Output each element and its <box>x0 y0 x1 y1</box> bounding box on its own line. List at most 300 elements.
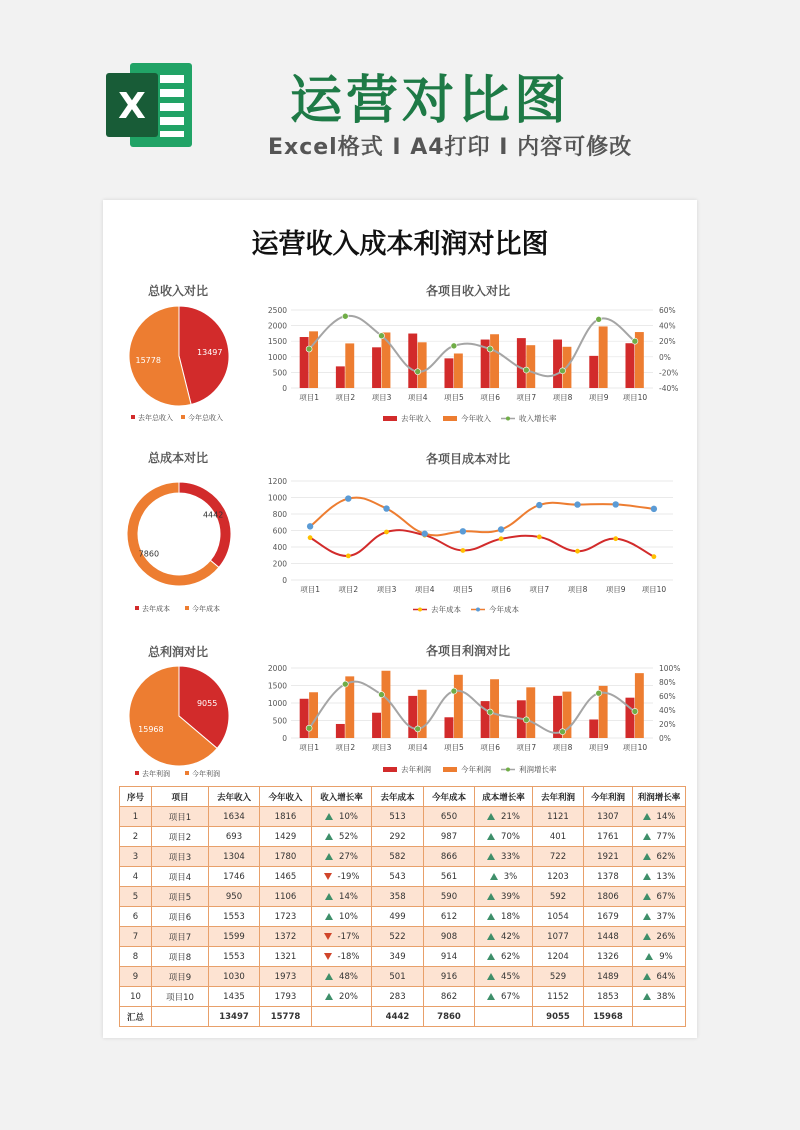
table-cell: 862 <box>424 987 475 1007</box>
table-total-cell: 15778 <box>260 1007 312 1027</box>
pie-value-label: 9055 <box>196 698 218 708</box>
y-tick-label: 0 <box>282 734 287 743</box>
arrow-up-icon <box>325 973 333 980</box>
table-cell: 1634 <box>209 807 260 827</box>
profit-bar-chart <box>253 658 693 786</box>
table-cell <box>475 987 533 1007</box>
table-cell: 650 <box>424 807 475 827</box>
legend-label: 今年成本 <box>489 605 519 614</box>
table-cell: 582 <box>372 847 424 867</box>
x-tick-label: 项目5 <box>453 585 473 594</box>
legend-label: 利润增长率 <box>519 765 557 774</box>
x-tick-label: 项目5 <box>444 393 464 402</box>
arrow-up-icon <box>643 913 651 920</box>
bar-今年收入 <box>490 334 499 388</box>
arrow-up-icon <box>643 893 651 900</box>
legend-swatch-去年总收入 <box>131 415 135 419</box>
table-cell <box>633 807 686 827</box>
table-cell <box>312 847 372 867</box>
table-cell <box>475 807 533 827</box>
rate-value: 42% <box>501 931 520 942</box>
growth-point <box>306 346 312 352</box>
bar-去年收入 <box>444 358 453 388</box>
bar-去年收入 <box>517 338 526 388</box>
table-total-cell <box>312 1007 372 1027</box>
table-cell: 866 <box>424 847 475 867</box>
bar-去年利润 <box>300 699 309 738</box>
arrow-up-icon <box>643 933 651 940</box>
growth-point <box>451 688 457 694</box>
legend-swatch <box>506 768 510 772</box>
table-row <box>120 907 686 927</box>
table-cell: 561 <box>424 867 475 887</box>
table-cell: 908 <box>424 927 475 947</box>
document-title: 运营收入成本利润对比图 <box>251 229 549 260</box>
y-tick-label: 1500 <box>267 681 287 691</box>
arrow-up-icon <box>643 853 651 860</box>
table-cell: 1746 <box>209 867 260 887</box>
bar-今年收入 <box>599 326 608 388</box>
table-cell: 1806 <box>584 887 633 907</box>
x-tick-label: 项目2 <box>338 585 359 594</box>
table-cell: 2 <box>120 827 152 847</box>
y2-tick-label: 20% <box>659 337 676 347</box>
table-cell: 522 <box>372 927 424 947</box>
legend-label: 今年成本 <box>192 605 220 613</box>
table-cell: 916 <box>424 967 475 987</box>
rate-value: 9% <box>659 951 673 962</box>
revenue-bar-chart <box>253 298 693 430</box>
table-cell: 513 <box>372 807 424 827</box>
revenue-pie-chart <box>113 300 253 430</box>
y2-tick-label: 0% <box>659 734 671 743</box>
bar-今年利润 <box>526 687 535 738</box>
profit-pie-title: 总利润对比 <box>147 645 208 659</box>
y-tick-label: 1000 <box>267 699 287 708</box>
table-row <box>120 827 686 847</box>
table-cell <box>312 827 372 847</box>
table-cell <box>475 907 533 927</box>
table-total-cell: 汇总 <box>120 1007 152 1027</box>
table-cell <box>475 867 533 887</box>
x-tick-label: 项目9 <box>605 585 626 594</box>
legend-swatch <box>476 608 480 612</box>
growth-point <box>560 729 566 735</box>
table-cell: 1465 <box>260 867 312 887</box>
table-cell: 543 <box>372 867 424 887</box>
rate-value: 10% <box>339 811 358 822</box>
series-point-今年成本 <box>383 505 389 511</box>
series-point-今年成本 <box>536 502 542 508</box>
x-tick-label: 项目5 <box>444 743 464 752</box>
table-cell: 1106 <box>260 887 312 907</box>
table-cell <box>312 927 372 947</box>
rate-value: -18% <box>337 951 360 962</box>
rate-value: 45% <box>501 971 520 982</box>
table-cell: 项目2 <box>152 827 209 847</box>
table-cell: 987 <box>424 827 475 847</box>
arrow-up-icon <box>643 833 651 840</box>
table-cell: 3 <box>120 847 152 867</box>
bar-去年利润 <box>444 717 453 738</box>
table-row <box>120 847 686 867</box>
table-cell: 590 <box>424 887 475 907</box>
table-total-cell: 7860 <box>424 1007 475 1027</box>
table-header-cell: 去年收入 <box>209 787 260 807</box>
y-tick-label: 2000 <box>267 321 287 331</box>
growth-line <box>309 682 635 733</box>
table-cell <box>312 807 372 827</box>
growth-point <box>415 369 421 375</box>
table-cell: 1679 <box>584 907 633 927</box>
table-cell: 612 <box>424 907 475 927</box>
bar-去年收入 <box>372 347 381 388</box>
y2-tick-label: -20% <box>659 368 679 378</box>
bar-去年收入 <box>408 334 417 388</box>
y-tick-label: 500 <box>272 716 287 726</box>
y2-tick-label: 0% <box>659 352 671 362</box>
page-title: 运营对比图 <box>290 71 571 131</box>
arrow-up-icon <box>487 973 495 980</box>
bar-去年收入 <box>336 366 345 388</box>
series-point-今年成本 <box>651 506 657 512</box>
rate-value: 18% <box>501 911 520 922</box>
arrow-up-icon <box>487 953 495 960</box>
table-cell: 1321 <box>260 947 312 967</box>
arrow-up-icon <box>325 813 333 820</box>
growth-point <box>342 313 348 319</box>
arrow-up-icon <box>487 833 495 840</box>
bar-今年收入 <box>345 343 354 388</box>
revenue-bar-title: 各项目收入对比 <box>425 284 510 298</box>
table-cell: 1121 <box>533 807 584 827</box>
series-point-去年成本 <box>346 554 351 559</box>
table-total-row <box>120 1007 686 1027</box>
table-cell: 项目7 <box>152 927 209 947</box>
y-tick-label: 200 <box>272 559 287 569</box>
x-tick-label: 项目6 <box>491 585 511 594</box>
table-header-cell: 收入增长率 <box>312 787 372 807</box>
table-cell <box>312 867 372 887</box>
legend-swatch <box>443 767 457 772</box>
table-cell <box>633 847 686 867</box>
legend-label: 今年总收入 <box>188 414 223 422</box>
arrow-up-icon <box>643 993 651 1000</box>
legend-label: 今年收入 <box>461 414 491 423</box>
arrow-up-icon <box>325 853 333 860</box>
table-header-cell: 利润增长率 <box>633 787 686 807</box>
legend-label: 收入增长率 <box>519 414 557 423</box>
bar-今年利润 <box>635 673 644 738</box>
pie-value-label: 13497 <box>197 348 223 358</box>
growth-point <box>379 333 385 339</box>
table-header-cell: 今年收入 <box>260 787 312 807</box>
table-row <box>120 987 686 1007</box>
series-point-今年成本 <box>613 501 619 507</box>
table-cell: 1973 <box>260 967 312 987</box>
y2-tick-label: 100% <box>659 664 681 673</box>
table-cell <box>312 947 372 967</box>
table-header-cell: 序号 <box>120 787 152 807</box>
legend-swatch <box>383 416 397 421</box>
table-cell <box>475 847 533 867</box>
rate-value: 67% <box>501 991 520 1002</box>
bar-今年收入 <box>418 342 427 388</box>
rate-value: 3% <box>503 871 518 882</box>
series-point-今年成本 <box>307 523 313 529</box>
arrow-up-icon <box>487 993 495 1000</box>
x-tick-label: 项目10 <box>622 393 648 402</box>
legend-label: 去年收入 <box>401 414 431 423</box>
page-subtitle: Excel格式 Ⅰ A4打印 Ⅰ 内容可修改 <box>268 135 633 160</box>
series-point-今年成本 <box>460 528 466 534</box>
legend-swatch-今年成本 <box>185 606 189 610</box>
arrow-up-icon <box>643 973 651 980</box>
table-cell: 1203 <box>533 867 584 887</box>
table-cell <box>475 927 533 947</box>
arrow-up-icon <box>487 853 495 860</box>
profit-pie-chart <box>113 662 253 782</box>
x-tick-label: 项目1 <box>299 743 319 752</box>
series-line-今年成本 <box>310 498 654 536</box>
table-cell: 950 <box>209 887 260 907</box>
y2-tick-label: 60% <box>659 306 676 315</box>
table-cell: 292 <box>372 827 424 847</box>
table-cell <box>633 987 686 1007</box>
y-tick-label: 0 <box>282 384 287 393</box>
table-total-cell: 15968 <box>584 1007 633 1027</box>
legend-swatch-今年总收入 <box>181 415 185 419</box>
table-cell: 8 <box>120 947 152 967</box>
arrow-up-icon <box>487 933 495 940</box>
table-cell: 1816 <box>260 807 312 827</box>
rate-value: 62% <box>656 851 676 862</box>
rate-value: 77% <box>656 831 676 842</box>
arrow-down-icon <box>324 953 332 960</box>
series-point-今年成本 <box>345 495 351 501</box>
y-tick-label: 500 <box>272 368 287 378</box>
table-header-cell: 成本增长率 <box>475 787 533 807</box>
table-cell: 1793 <box>260 987 312 1007</box>
table-header-cell: 项目 <box>152 787 209 807</box>
rate-value: 70% <box>501 831 520 842</box>
profit-bar-title: 各项目利润对比 <box>425 644 510 658</box>
bar-去年收入 <box>300 337 309 388</box>
table-total-cell: 4442 <box>372 1007 424 1027</box>
bar-去年收入 <box>553 340 562 388</box>
series-point-去年成本 <box>575 549 580 554</box>
arrow-up-icon <box>487 913 495 920</box>
table-cell: 1921 <box>584 847 633 867</box>
table-cell: 4 <box>120 867 152 887</box>
legend-swatch <box>418 608 422 612</box>
table-cell: 1152 <box>533 987 584 1007</box>
rate-value: -17% <box>337 931 360 942</box>
growth-point <box>451 343 457 349</box>
table-total-cell <box>152 1007 209 1027</box>
table-cell: 5 <box>120 887 152 907</box>
table-cell: 1054 <box>533 907 584 927</box>
table-cell: 1204 <box>533 947 584 967</box>
table-cell: 7 <box>120 927 152 947</box>
series-point-去年成本 <box>499 536 504 541</box>
bar-去年利润 <box>625 698 634 738</box>
rate-value: 37% <box>656 911 676 922</box>
table-cell: 1448 <box>584 927 633 947</box>
legend-swatch-去年成本 <box>135 606 139 610</box>
table-cell: 1372 <box>260 927 312 947</box>
rate-value: 14% <box>339 891 358 902</box>
rate-value: 38% <box>656 991 676 1002</box>
table-cell: 1553 <box>209 907 260 927</box>
growth-point <box>487 709 493 715</box>
table-cell: 项目10 <box>152 987 209 1007</box>
bar-今年收入 <box>454 353 463 388</box>
table-row <box>120 927 686 947</box>
bar-去年收入 <box>625 343 634 388</box>
arrow-up-icon <box>490 873 498 880</box>
rate-value: 20% <box>339 991 358 1002</box>
excel-logo-letter: X <box>118 86 146 127</box>
x-tick-label: 项目2 <box>335 743 356 752</box>
bar-去年利润 <box>408 696 417 738</box>
y-tick-label: 1000 <box>267 352 287 362</box>
growth-point <box>632 708 638 714</box>
table-cell <box>633 927 686 947</box>
series-point-去年成本 <box>308 535 313 540</box>
x-tick-label: 项目9 <box>588 743 609 752</box>
table-cell: 1304 <box>209 847 260 867</box>
table-cell: 1030 <box>209 967 260 987</box>
growth-point <box>523 717 529 723</box>
series-point-去年成本 <box>613 536 618 541</box>
x-tick-label: 项目3 <box>371 393 392 402</box>
growth-point <box>632 338 638 344</box>
legend-label: 去年利润 <box>142 770 170 778</box>
arrow-up-icon <box>487 893 495 900</box>
bar-去年利润 <box>336 724 345 738</box>
growth-point <box>379 692 385 698</box>
y-tick-label: 400 <box>272 543 287 552</box>
y-tick-label: 600 <box>272 526 287 536</box>
table-cell <box>633 907 686 927</box>
growth-point <box>560 368 566 374</box>
x-tick-label: 项目6 <box>480 393 500 402</box>
y-tick-label: 1500 <box>267 337 287 347</box>
x-tick-label: 项目10 <box>641 585 667 594</box>
rate-value: 13% <box>656 871 676 882</box>
table-cell: 499 <box>372 907 424 927</box>
table-cell <box>633 827 686 847</box>
y2-tick-label: 40% <box>659 706 676 715</box>
rate-value: 64% <box>656 971 676 982</box>
table-cell: 693 <box>209 827 260 847</box>
growth-point <box>596 690 602 696</box>
table-header-cell: 今年利润 <box>584 787 633 807</box>
table-cell: 1599 <box>209 927 260 947</box>
cost-line-chart <box>253 468 693 620</box>
table-cell: 10 <box>120 987 152 1007</box>
growth-point <box>342 681 348 687</box>
table-cell: 283 <box>372 987 424 1007</box>
series-point-今年成本 <box>498 526 504 532</box>
arrow-up-icon <box>325 993 333 1000</box>
rate-value: 62% <box>501 951 520 962</box>
rate-value: 26% <box>656 931 676 942</box>
x-tick-label: 项目7 <box>516 393 537 402</box>
table-cell: 项目4 <box>152 867 209 887</box>
series-point-今年成本 <box>422 531 428 537</box>
table-header-cell: 今年成本 <box>424 787 475 807</box>
bar-去年收入 <box>589 356 598 388</box>
growth-line <box>309 316 635 376</box>
table-cell: 1378 <box>584 867 633 887</box>
table-cell: 1780 <box>260 847 312 867</box>
legend-label: 今年利润 <box>461 765 491 774</box>
table-cell: 项目8 <box>152 947 209 967</box>
table-row <box>120 947 686 967</box>
table-cell: 项目3 <box>152 847 209 867</box>
cost-line-title: 各项目成本对比 <box>425 452 510 466</box>
legend-swatch-今年利润 <box>185 771 189 775</box>
rate-value: 39% <box>501 891 520 902</box>
table-cell <box>633 967 686 987</box>
x-tick-label: 项目6 <box>480 743 500 752</box>
rate-value: 52% <box>339 831 358 842</box>
table-cell: 1553 <box>209 947 260 967</box>
bar-今年收入 <box>526 345 535 388</box>
rate-value: 14% <box>656 811 676 822</box>
y-tick-label: 800 <box>272 510 287 519</box>
x-tick-label: 项目2 <box>335 393 356 402</box>
table-cell <box>312 907 372 927</box>
table-cell <box>312 887 372 907</box>
table-total-cell: 13497 <box>209 1007 260 1027</box>
x-tick-label: 项目7 <box>529 585 550 594</box>
bar-今年利润 <box>382 671 391 738</box>
y2-tick-label: 40% <box>659 321 676 331</box>
arrow-up-icon <box>643 813 651 820</box>
table-cell <box>312 967 372 987</box>
pie-value-label: 15968 <box>138 725 164 735</box>
table-cell: 501 <box>372 967 424 987</box>
table-header-cell: 去年利润 <box>533 787 584 807</box>
x-tick-label: 项目4 <box>414 585 435 594</box>
x-tick-label: 项目8 <box>552 393 573 402</box>
bar-去年利润 <box>589 719 598 738</box>
arrow-up-icon <box>487 813 495 820</box>
excel-logo-icon <box>100 55 200 155</box>
table-cell: 1761 <box>584 827 633 847</box>
table-cell: 1077 <box>533 927 584 947</box>
table-total-cell <box>633 1007 686 1027</box>
series-point-今年成本 <box>574 501 580 507</box>
table-cell: 项目9 <box>152 967 209 987</box>
legend-label: 今年利润 <box>192 770 220 778</box>
table-header-row <box>120 787 686 807</box>
rate-value: -19% <box>337 871 360 882</box>
growth-point <box>415 726 421 732</box>
y2-tick-label: 20% <box>659 720 676 729</box>
pie-value-label: 7860 <box>138 549 160 559</box>
table-cell: 1853 <box>584 987 633 1007</box>
table-cell: 1723 <box>260 907 312 927</box>
revenue-pie-title: 总收入对比 <box>147 284 208 298</box>
data-table <box>119 786 686 1027</box>
rate-value: 33% <box>501 851 520 862</box>
table-cell: 722 <box>533 847 584 867</box>
table-cell: 项目5 <box>152 887 209 907</box>
